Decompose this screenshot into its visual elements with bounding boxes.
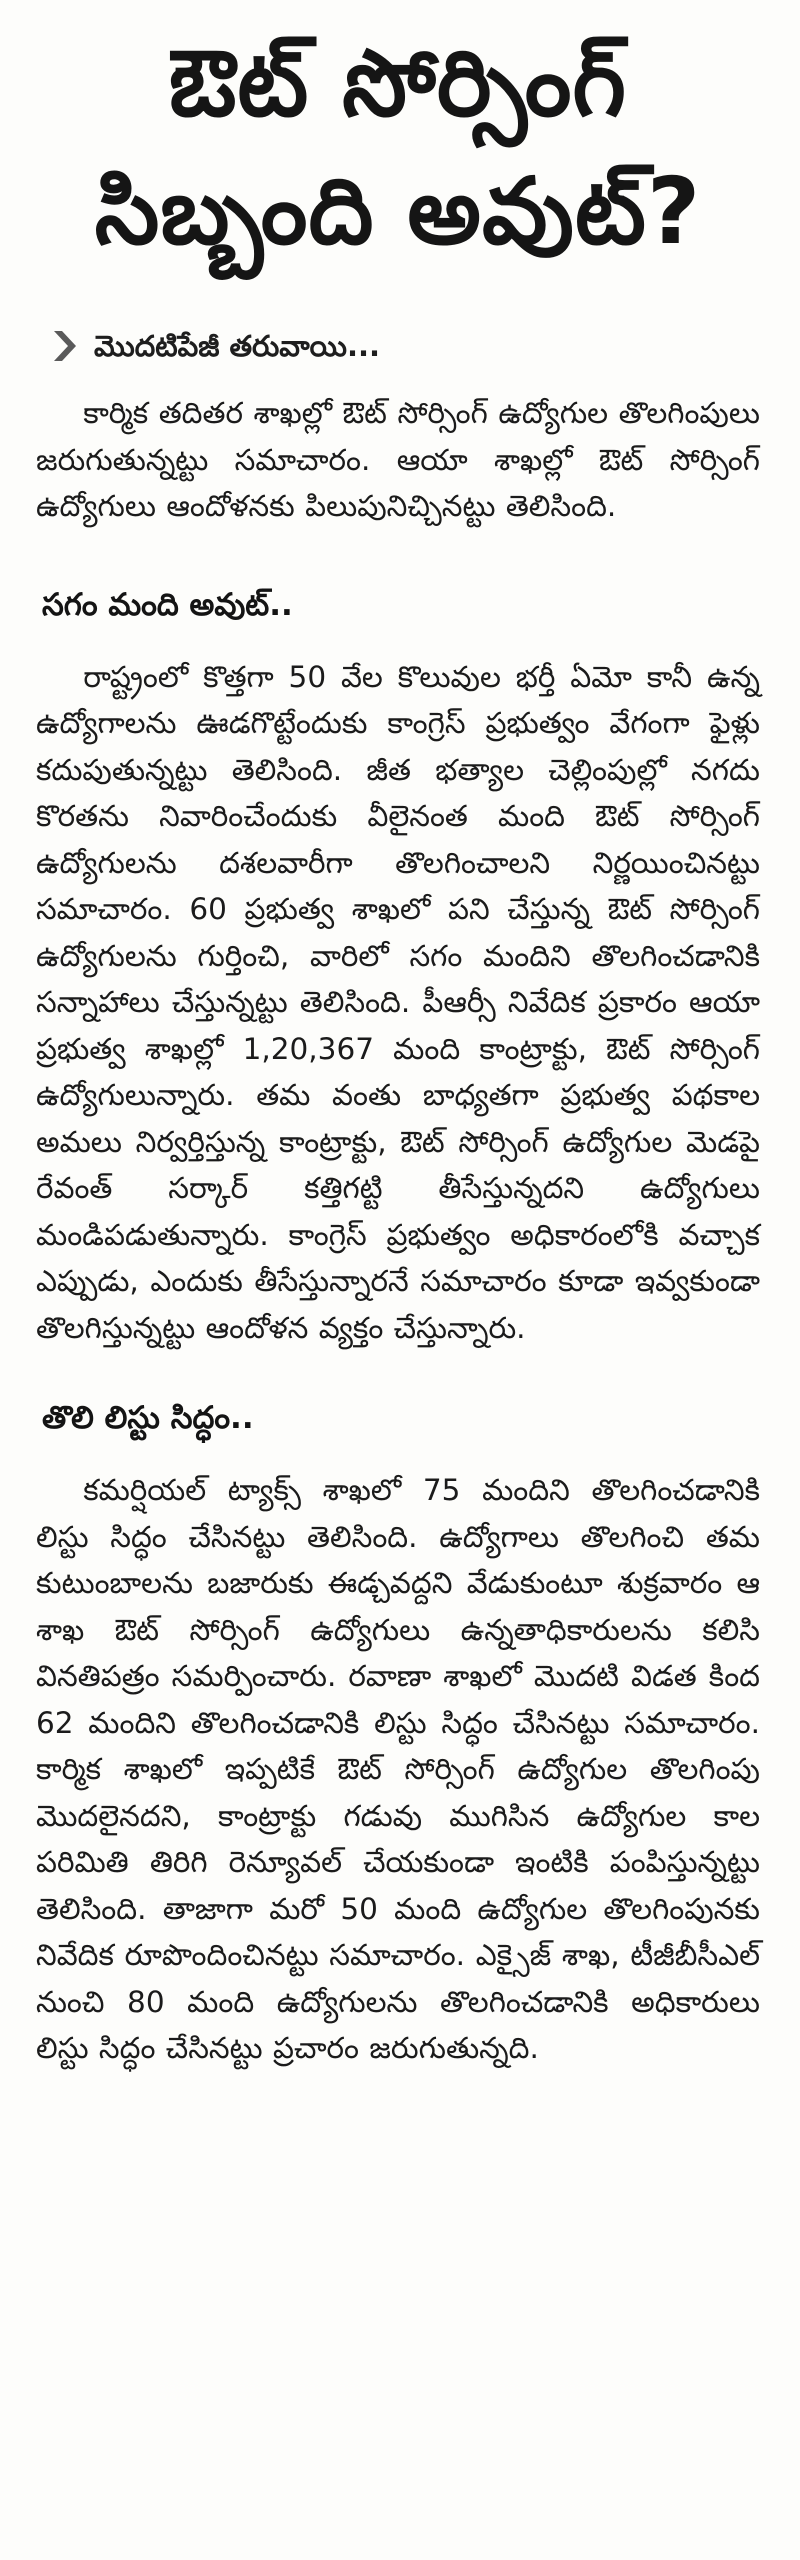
continuation-kicker xyxy=(50,324,760,368)
headline-line-2: సిబ్బంది అవుట్? xyxy=(94,158,702,265)
subhead-first-list: తొలి లిస్టు సిద్ధం.. xyxy=(42,1400,254,1436)
headline-line-1: ఔట్ సోర్సింగ్ xyxy=(168,30,628,137)
kicker-text: మొదటిపేజీ తరువాయి... xyxy=(94,329,381,363)
subhead-half-out: సగం మంది అవుట్.. xyxy=(42,586,293,623)
paragraph-main: రాష్ట్రంలో కొత్తగా 50 వేల కొలువుల భర్తీ ఏమో కానీ ఉన్న ఉద్యోగాలను ఊడగొట్టేందుకు కాంగ్రెస్ ప్రభుత్వం వేగంగా ఫైళ్లు కదుపుతున్నట్టు తెలిసింది. జీత భత్యాల చెల్లింపుల్లో నగదు కొరతను నివారించేందుకు వీలైనంత మంది ఔట్ సోర్సింగ్ ఉద్యోగులను దశలవారీగా తొలగించాలని నిర్ణయించినట్టు సమాచారం. 60 ప్రభుత్వ శాఖలో పని చేస్తున్న ఔట్ సోర్సింగ్ ఉద్యోగులను గుర్తించి, వారిలో సగం మందిని తొలగించడానికి సన్నాహాలు చేస్తున్నట్టు తెలిసింది. పీఆర్సీ నివేదిక ప్రకారం ఆయా ప్రభుత్వ శాఖల్లో 1,20,367 మంది కాంట్రాక్టు, ఔట్ సోర్సింగ్ ఉద్యోగులున్నారు. తమ వంతు బాధ్యతగా ప్రభుత్వ పథకాల అమలు నిర్వర్తిస్తున్న కాంట్రాక్టు, ఔట్ సోర్సింగ్ ఉద్యోగుల మెడపై రేవంత్ సర్కార్ కత్తిగట్టి తీసేస్తున్నదని ఉద్యోగులు మండిపడుతున్నారు. కాంగ్రెస్ ప్రభుత్వం అధికారంలోకి వచ్చాక ఎప్పుడు, ఎందుకు తీసేస్తున్నారనే సమాచారం కూడా ఇవ్వకుండా తొలగిస్తున్నట్టు ఆందోళన వ్యక్తం చేస్తున్నారు. xyxy=(36,659,760,1345)
paragraph-list: కమర్షియల్ ట్యాక్స్ శాఖలో 75 మందిని తొలగించడానికి లిస్టు సిద్ధం చేసినట్టు తెలిసింది. ఉద్యోగాలు తొలగించి తమ కుటుంబాలను బజారుకు ఈడ్చవద్దని వేడుకుంటూ శుక్రవారం ఆ శాఖ ఔట్ సోర్సింగ్ ఉద్యోగులు ఉన్నతాధికారులను కలిసి వినతిపత్రం సమర్పించారు. రవాణా శాఖలో మొదటి విడత కింద 62 మందిని తొలగించడానికి లిస్టు సిద్ధం చేసినట్టు సమాచారం. కార్మిక శాఖలో ఇప్పటికే ఔట్ సోర్సింగ్ ఉద్యోగుల తొలగింపు మొదలైనదని, కాంట్రాక్టు గడువు ముగిసిన ఉద్యోగుల కాల పరిమితి తిరిగి రెన్యూవల్ చేయకుండా ఇంటికి పంపిస్తున్నట్టు తెలిసింది. తాజాగా మరో 50 మంది ఉద్యోగుల తొలగింపునకు నివేదిక రూపొందించినట్టు సమాచారం. ఎక్సైజ్ శాఖ, టీజీబీసీఎల్ నుంచి 80 మంది ఉద్యోగులను తొలగించడానికి అధికారులు లిస్టు సిద్ధం చేసినట్టు ప్రచారం జరుగుతున్నది. xyxy=(36,1473,760,2065)
chevron-right-icon xyxy=(50,329,80,363)
headline xyxy=(36,20,760,276)
paragraph-intro: కార్మిక తదితర శాఖల్లో ఔట్ సోర్సింగ్ ఉద్యోగుల తొలగింపులు జరుగుతున్నట్టు సమాచారం. ఆయా శాఖల్లో ఔట్ సోర్సింగ్ ఉద్యోగులు ఆందోళనకు పిలుపునిచ్చినట్టు తెలిసింది. xyxy=(36,396,760,523)
